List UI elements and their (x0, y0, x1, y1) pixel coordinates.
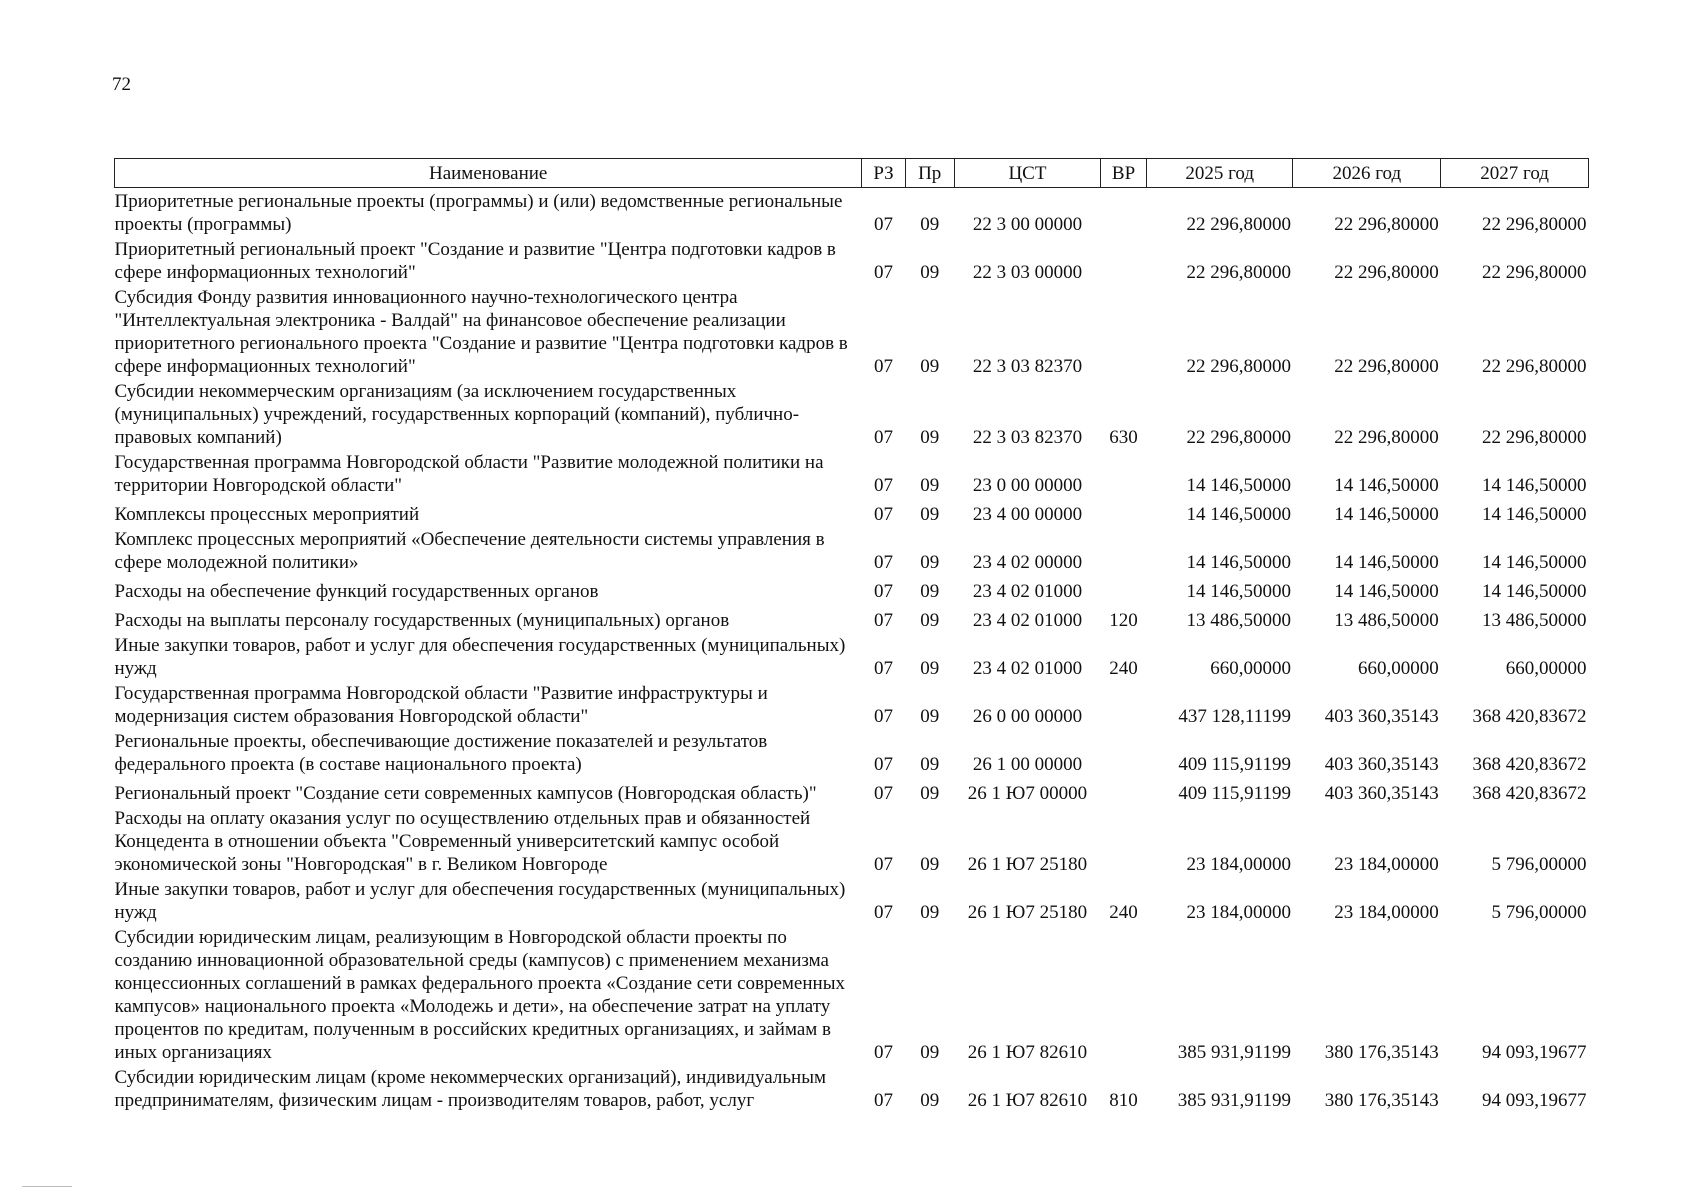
row-cst: 26 1 Ю7 25180 (967, 854, 1088, 875)
row-2026-amount: 23 184,00000 (1334, 854, 1439, 875)
row-pr: 09 (920, 610, 940, 631)
row-2027-amount: 22 296,80000 (1482, 214, 1587, 235)
scan-artifact (22, 1186, 72, 1187)
row-rz: 07 (874, 581, 894, 602)
row-rz: 07 (874, 262, 894, 283)
table-row (115, 776, 1589, 805)
row-cst: 23 4 02 00000 (972, 552, 1083, 573)
row-pr: 09 (920, 902, 940, 923)
row-name: Расходы на оплату оказания услуг по осуществлению отдельных прав и обязанностей Концедента в отношении объекта "Современный университетский кампус особой экономической зоны "Новгородская" в г. Великом Новгороде (114, 808, 811, 875)
row-2025-amount: 22 296,80000 (1186, 214, 1291, 235)
row-2027-amount: 368 420,83672 (1472, 754, 1587, 775)
row-name: Комплекс процессных мероприятий «Обеспечение деятельности системы управления в сфере молодежной политики» (114, 529, 825, 573)
row-rz: 07 (874, 854, 894, 875)
row-vr: 810 (1109, 1090, 1138, 1111)
row-2025-amount: 14 146,50000 (1186, 552, 1291, 573)
row-2025-amount: 14 146,50000 (1186, 581, 1291, 602)
row-pr: 09 (920, 783, 940, 804)
column-header-2026: 2026 год (1293, 159, 1441, 188)
row-2025-amount: 22 296,80000 (1186, 427, 1291, 448)
row-2026-amount: 14 146,50000 (1334, 581, 1439, 602)
row-2025-amount: 409 115,91199 (1178, 783, 1291, 804)
row-2027-amount: 660,00000 (1505, 658, 1587, 679)
row-cst: 23 4 02 01000 (972, 610, 1083, 631)
row-name: Субсидии юридическим лицам (кроме некоммерческих организаций), индивидуальным предпринимателям, физическим лицам - производителям товаров, работ, услуг (114, 1067, 826, 1111)
column-header-pr: Пр (905, 159, 954, 188)
row-cst: 23 4 02 01000 (972, 658, 1083, 679)
row-vr (1101, 805, 1147, 876)
row-cst: 26 1 Ю7 82610 (967, 1042, 1088, 1063)
table-header (115, 159, 1589, 188)
row-2025-amount: 22 296,80000 (1186, 356, 1291, 377)
row-rz: 07 (874, 356, 894, 377)
row-name: Государственная программа Новгородской области "Развитие молодежной политики на территории Новгородской области" (114, 452, 824, 496)
row-vr (1101, 680, 1147, 728)
row-name: Комплексы процессных мероприятий (114, 504, 420, 525)
row-name: Субсидии юридическим лицам, реализующим в Новгородской области проекты по созданию инновационной образовательной среды (кампусов) с применением механизма концессионных соглашений в рамках федерального проекта «Создание сети современных кампусов» национального проекта «Молодежь и дети», на обеспечение затрат на уплату процентов по кредитам, полученным в российских кредитных организациях, и займам в иных организациях (114, 927, 845, 1063)
row-cst: 26 1 Ю7 00000 (967, 783, 1088, 804)
table-row (115, 680, 1589, 728)
row-pr: 09 (920, 475, 940, 496)
row-cst: 26 1 Ю7 25180 (967, 902, 1088, 923)
row-rz: 07 (874, 552, 894, 573)
row-2027-amount: 14 146,50000 (1482, 475, 1587, 496)
row-cst: 23 4 02 01000 (972, 581, 1083, 602)
row-2027-amount: 22 296,80000 (1482, 262, 1587, 283)
row-rz: 07 (874, 754, 894, 775)
table-row (115, 924, 1589, 1064)
row-pr: 09 (920, 262, 940, 283)
row-2026-amount: 380 176,35143 (1324, 1042, 1439, 1063)
row-pr: 09 (920, 427, 940, 448)
row-cst: 22 3 00 00000 (972, 214, 1083, 235)
row-2026-amount: 14 146,50000 (1334, 475, 1439, 496)
row-2026-amount: 22 296,80000 (1334, 356, 1439, 377)
row-2027-amount: 5 796,00000 (1491, 902, 1587, 923)
row-name: Расходы на выплаты персоналу государственных (муниципальных) органов (114, 610, 730, 631)
row-2025-amount: 437 128,11199 (1178, 706, 1291, 727)
row-cst: 26 0 00 00000 (972, 706, 1083, 727)
row-cst: 26 1 Ю7 82610 (967, 1090, 1088, 1111)
column-header-cst: ЦСТ (954, 159, 1101, 188)
row-2025-amount: 13 486,50000 (1186, 610, 1291, 631)
row-vr (1101, 574, 1147, 603)
row-vr (1101, 776, 1147, 805)
row-2026-amount: 403 360,35143 (1324, 783, 1439, 804)
row-rz: 07 (874, 610, 894, 631)
row-2025-amount: 14 146,50000 (1186, 504, 1291, 525)
table-row (115, 728, 1589, 776)
row-pr: 09 (920, 706, 940, 727)
column-header-2027: 2027 год (1441, 159, 1589, 188)
row-name: Субсидии некоммерческим организациям (за исключением государственных (муниципальных) учреждений, государственных корпораций (компаний), публично-правовых компаний) (114, 381, 800, 448)
row-2027-amount: 14 146,50000 (1482, 504, 1587, 525)
table-row (115, 497, 1589, 526)
row-2026-amount: 14 146,50000 (1334, 504, 1439, 525)
table-row (115, 876, 1589, 924)
row-rz: 07 (874, 783, 894, 804)
row-vr (1101, 924, 1147, 1064)
column-header-rz: РЗ (862, 159, 905, 188)
row-2026-amount: 13 486,50000 (1334, 610, 1439, 631)
row-2025-amount: 409 115,91199 (1178, 754, 1291, 775)
row-pr: 09 (920, 658, 940, 679)
row-pr: 09 (920, 854, 940, 875)
table-row (115, 805, 1589, 876)
row-rz: 07 (874, 658, 894, 679)
row-vr (1101, 449, 1147, 497)
table-row (115, 236, 1589, 284)
column-header-2025: 2025 год (1146, 159, 1293, 188)
table-body (115, 188, 1589, 1113)
row-name: Государственная программа Новгородской области "Развитие инфраструктуры и модернизация систем образования Новгородской области" (114, 683, 768, 727)
row-2027-amount: 13 486,50000 (1482, 610, 1587, 631)
row-2027-amount: 22 296,80000 (1482, 356, 1587, 377)
row-pr: 09 (920, 214, 940, 235)
row-cst: 22 3 03 82370 (972, 356, 1083, 377)
row-vr (1101, 497, 1147, 526)
row-pr: 09 (920, 1090, 940, 1111)
row-pr: 09 (920, 1042, 940, 1063)
row-rz: 07 (874, 427, 894, 448)
row-2027-amount: 5 796,00000 (1491, 854, 1587, 875)
row-2026-amount: 23 184,00000 (1334, 902, 1439, 923)
row-2026-amount: 403 360,35143 (1324, 706, 1439, 727)
row-2026-amount: 14 146,50000 (1334, 552, 1439, 573)
row-name: Расходы на обеспечение функций государственных органов (114, 581, 599, 602)
row-2027-amount: 14 146,50000 (1482, 552, 1587, 573)
row-cst: 23 4 00 00000 (972, 504, 1083, 525)
row-rz: 07 (874, 475, 894, 496)
row-2026-amount: 380 176,35143 (1324, 1090, 1439, 1111)
row-name: Региональный проект "Создание сети современных кампусов (Новгородская область)" (114, 783, 817, 804)
row-vr (1101, 188, 1147, 237)
row-name: Приоритетные региональные проекты (программы) и (или) ведомственные региональные проекты (программы) (114, 191, 843, 235)
row-2025-amount: 14 146,50000 (1186, 475, 1291, 496)
row-rz: 07 (874, 902, 894, 923)
row-rz: 07 (874, 1090, 894, 1111)
row-2027-amount: 368 420,83672 (1472, 706, 1587, 727)
row-vr: 240 (1109, 658, 1138, 679)
column-header-vr: ВР (1101, 159, 1147, 188)
row-pr: 09 (920, 552, 940, 573)
row-rz: 07 (874, 504, 894, 525)
budget-table (114, 158, 1589, 1112)
row-vr (1101, 526, 1147, 574)
row-2027-amount: 14 146,50000 (1482, 581, 1587, 602)
table-row (115, 526, 1589, 574)
row-pr: 09 (920, 581, 940, 602)
row-2027-amount: 94 093,19677 (1482, 1090, 1587, 1111)
row-vr: 240 (1109, 902, 1138, 923)
row-2027-amount: 22 296,80000 (1482, 427, 1587, 448)
row-pr: 09 (920, 356, 940, 377)
table-row (115, 632, 1589, 680)
column-header-name: Наименование (115, 159, 862, 188)
row-cst: 23 0 00 00000 (972, 475, 1083, 496)
row-2026-amount: 22 296,80000 (1334, 262, 1439, 283)
row-cst: 22 3 03 00000 (972, 262, 1083, 283)
row-vr (1101, 284, 1147, 378)
table-row (115, 449, 1589, 497)
row-cst: 26 1 00 00000 (972, 754, 1083, 775)
row-name: Иные закупки товаров, работ и услуг для обеспечения государственных (муниципальных) нужд (114, 635, 846, 679)
row-name: Иные закупки товаров, работ и услуг для обеспечения государственных (муниципальных) нужд (114, 879, 846, 923)
row-rz: 07 (874, 214, 894, 235)
row-cst: 22 3 03 82370 (972, 427, 1083, 448)
row-name: Приоритетный региональный проект "Создание и развитие "Центра подготовки кадров в сфере информационных технологий" (114, 239, 836, 283)
row-2026-amount: 22 296,80000 (1334, 214, 1439, 235)
row-2026-amount: 22 296,80000 (1334, 427, 1439, 448)
row-pr: 09 (920, 754, 940, 775)
row-name: Субсидия Фонду развития инновационного научно-технологического центра "Интеллектуальная электроника - Валдай" на финансовое обеспечение реализации приоритетного регионального проекта "Создание и развитие "Центра подготовки кадров в сфере информационных технологий" (114, 287, 848, 377)
row-2027-amount: 368 420,83672 (1472, 783, 1587, 804)
row-2025-amount: 660,00000 (1210, 658, 1291, 679)
row-vr (1101, 728, 1147, 776)
row-vr (1101, 236, 1147, 284)
row-2026-amount: 660,00000 (1357, 658, 1439, 679)
row-rz: 07 (874, 1042, 894, 1063)
table-row (115, 574, 1589, 603)
row-vr: 630 (1109, 427, 1138, 448)
table-row (115, 603, 1589, 632)
row-vr: 120 (1109, 610, 1138, 631)
page-number: 72 (112, 74, 131, 95)
row-2025-amount: 22 296,80000 (1186, 262, 1291, 283)
table-row (115, 188, 1589, 237)
row-2025-amount: 23 184,00000 (1186, 902, 1291, 923)
row-2025-amount: 385 931,91199 (1177, 1090, 1291, 1111)
row-2025-amount: 385 931,91199 (1177, 1042, 1291, 1063)
row-2027-amount: 94 093,19677 (1482, 1042, 1587, 1063)
row-name: Региональные проекты, обеспечивающие достижение показателей и результатов федерального проекта (в составе национального проекта) (114, 731, 768, 775)
table-row (115, 378, 1589, 449)
row-rz: 07 (874, 706, 894, 727)
row-2025-amount: 23 184,00000 (1186, 854, 1291, 875)
table-row (115, 284, 1589, 378)
row-pr: 09 (920, 504, 940, 525)
row-2026-amount: 403 360,35143 (1324, 754, 1439, 775)
table-row (115, 1064, 1589, 1112)
